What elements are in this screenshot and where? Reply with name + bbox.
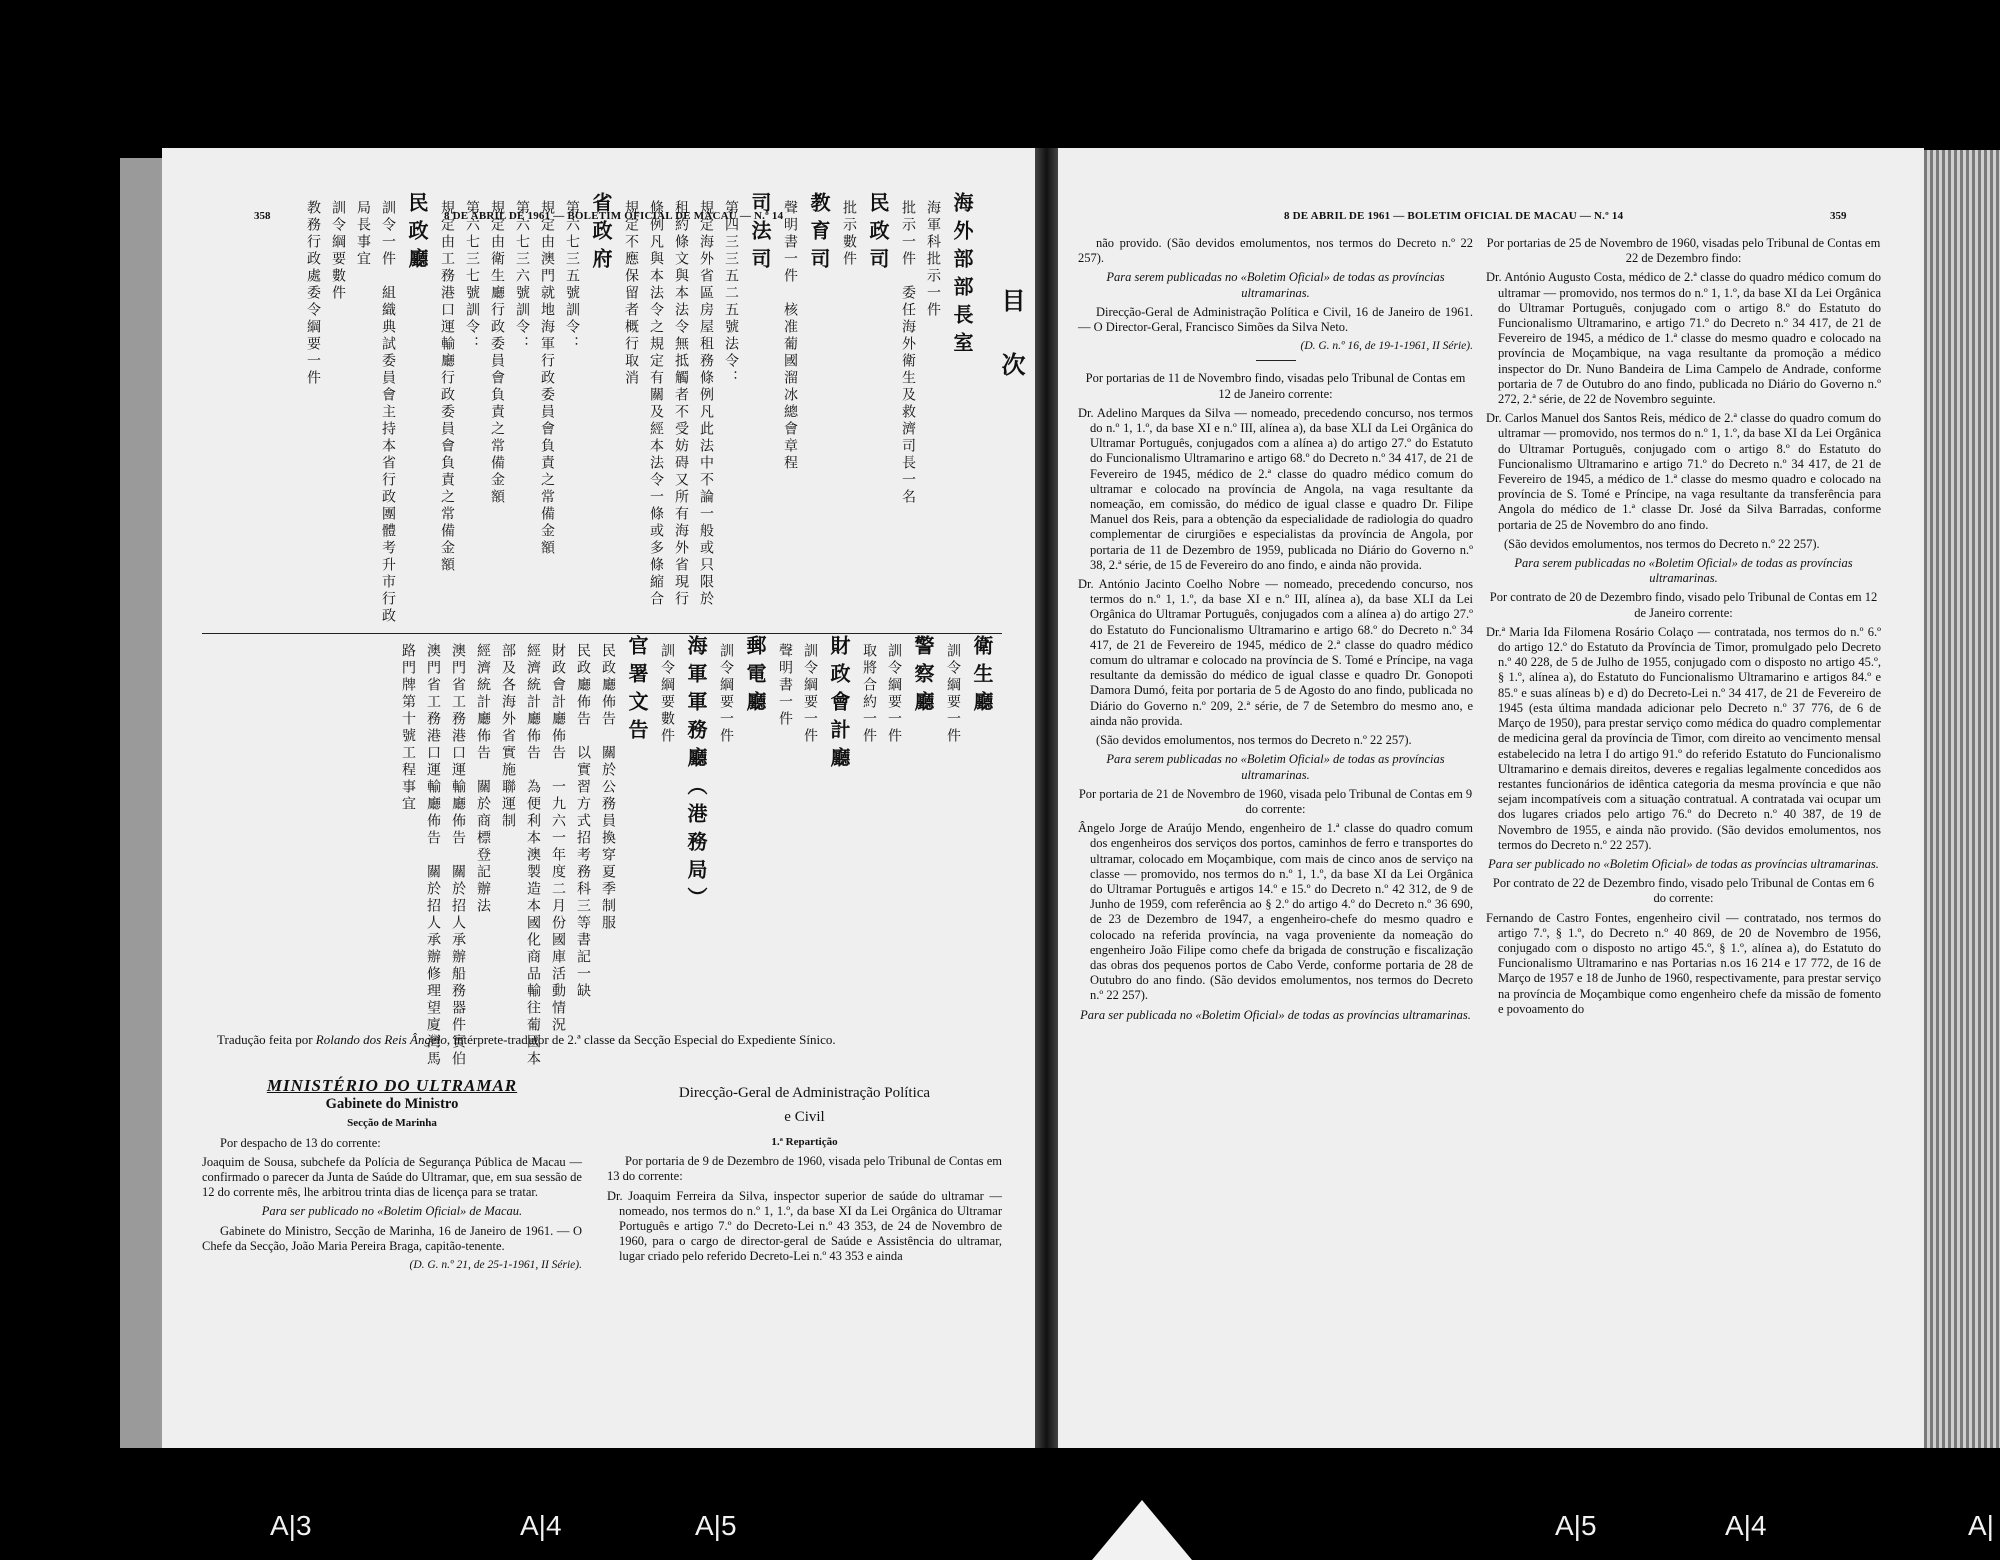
film-frame-mark: A|4 bbox=[1725, 1510, 1767, 1541]
paragraph: Dr. Adelino Marques da Silva — nomeado, precedendo concurso, nos termos do n.º 1, 1.º, da base XI e n.º III, alínea a), da base XLI da Lei Orgânica do Ultramar Português, conjugados com a alínea a) do artigo 27.º do Estatuto do Funcionalismo Ultramarino e artigo 68.º do Decreto n.º 34 417, de 21 de Fevereiro de 1945, médico de 2.ª classe do quadro médico comum do ultramar e colocado na província de Angola, na vaga resultante da nomeação, em comissão, do médico de igual classe e quadro Dr. Filipe Manuel dos Reis, para a obtenção da especialidade de radiologia do quadro complementar de cirurgiões e especialistas da província de Angola, por portaria de 11 de Dezembro de 1959, publicada no Diário do Governo n.º 38, 2.ª série, de 15 de Fevereiro do ano findo, e ainda não provida. bbox=[1078, 405, 1473, 572]
toc-entry: 聲明書一件 bbox=[777, 643, 793, 728]
running-head-left: 8 DE ABRIL DE 1961 — BOLETIM OFICIAL DE MACAU — N.º 14 bbox=[444, 210, 784, 222]
toc-heading: 郵電廳 bbox=[743, 635, 767, 719]
toc-entry: 規定海外省區房屋租務條例凡此法中不論一般或只限於 bbox=[698, 200, 714, 608]
paragraph: Fernando de Castro Fontes, engenheiro civil — contratado, nos termos do artigo 7.º, § 1.º, do Decreto n.º 40 869, de 20 de Novembro de 1956, conjugado com o disposto no artigo 45.º, § 1.º, alínea a), do Estatuto do Funcionalismo Ultramarino e nas Portarias n.os 16 214 e 17 772, de 16 de Março de 1957 e 18 de Junho de 1960, respectivamente, para prestar serviço na província de Moçambique como engenheiro chefe da missão de fomento e povoamento do bbox=[1486, 910, 1881, 1016]
translation-note: Tradução feita por Rolando dos Reis Ângelo, intérprete-tradutor de 2.ª classe da Secção Especial do Expediente Sínico. bbox=[217, 1032, 836, 1047]
paragraph: Por contrato de 22 de Dezembro findo, visado pelo Tribunal de Contas em 6 do corrente: bbox=[1492, 876, 1875, 906]
toc-entry: 路門牌第十號工程事宜 bbox=[400, 643, 416, 813]
gazette-reference: (D. G. n.º 16, de 19-1-1961, II Série). bbox=[1300, 340, 1473, 353]
toc-entry: 批示數件 bbox=[841, 200, 857, 268]
film-frame-mark: A|4 bbox=[520, 1510, 562, 1541]
toc-heading: 司法司 bbox=[748, 192, 772, 276]
toc-entry: 訓令綱要數件 bbox=[659, 643, 675, 745]
gazette-reference: (D. G. n.º 21, de 25-1-1961, II Série). bbox=[409, 1259, 582, 1272]
paragraph: Dr. António Jacinto Coelho Nobre — nomeado, precedendo concurso, nos termos do n.º 1, 1.º, da base XI e n.º III, alínea a), da base XLI da Lei Orgânica do Ultramar Português, conjugados com a alínea a) do artigo 27.º do Estatuto do Funcionalismo Ultramarino e artigo 68.º do Decreto n.º 34 417, de 21 de Fevereiro de 1945, médico de 2.ª classe do quadro médico comum do ultramar e colocado na província de S. Tomé e Príncipe, na vaga resultante da demissão do médico de igual classe e quadro Dr. Gonopoti Damora Dumó, feita por portaria de 5 de Agosto do ano findo, publicada no Diário do Governo n.º 209, 2.ª série, de 7 de Setembro do mesmo ano, e ainda não provida. bbox=[1078, 577, 1473, 728]
toc-entry: 財政會計廳佈告 一九六一年度二月份國庫活動情況 bbox=[550, 643, 566, 1034]
cabinet-subtitle: Gabinete do Ministro bbox=[325, 1096, 459, 1113]
toc-entry: 條例凡與本法令之規定有關及經本法令一條或多條縮合 bbox=[648, 200, 664, 608]
paragraph: Por portaria de 9 de Dezembro de 1960, visada pelo Tribunal de Contas em 13 do corrente: bbox=[607, 1154, 1002, 1184]
page-number-left: 358 bbox=[254, 210, 271, 222]
paragraph: Por portarias de 25 de Novembro de 1960, visadas pelo Tribunal de Contas em 22 de Dezembro findo: bbox=[1486, 236, 1881, 266]
toc-entry: 第六七三六號訓令： bbox=[514, 200, 530, 353]
toc-entry: 第六七三七號訓令： bbox=[464, 200, 480, 353]
toc-entry: 海軍科批示一件 bbox=[925, 200, 941, 319]
toc-entry: 規定不應保留者概行取消 bbox=[623, 200, 639, 387]
paragraph: Direcção-Geral de Administração Política e Civil, 16 de Janeiro de 1961. — O Director-Geral, Francisco Simões da Silva Neto. bbox=[1078, 304, 1473, 335]
toc-divider bbox=[202, 633, 1002, 634]
publication-note: Para serem publicadas no «Boletim Oficial» de todas as províncias ultramarinas. bbox=[1106, 270, 1445, 300]
paragraph: Por contrato de 20 de Dezembro findo, visado pelo Tribunal de Contas em 12 de Janeiro corrente: bbox=[1489, 590, 1878, 620]
publication-note: Para serem publicadas no «Boletim Oficial» de todas as províncias ultramarinas. bbox=[1514, 556, 1853, 586]
toc-entry: 訓令一件 組織典試委員會主持本省行政團體考升市行政 bbox=[380, 200, 396, 625]
publication-note: Para ser publicado no «Boletim Oficial» de todas as províncias ultramarinas. bbox=[1488, 856, 1879, 871]
paragraph: não provido. (São devidos emolumentos, nos termos do Decreto n.º 22 257). bbox=[1078, 236, 1473, 266]
toc-entry: 第六七三五號訓令： bbox=[564, 200, 580, 353]
directorate-title-line1: Direcção-Geral de Administração Política bbox=[678, 1085, 931, 1101]
toc-entry: 批示一件 委任海外衛生及救濟司長一名 bbox=[900, 200, 916, 506]
toc-heading: 海軍軍務廳（港務局） bbox=[684, 635, 708, 915]
film-frame-mark: A| bbox=[1968, 1510, 1994, 1541]
toc-entry: 租約條文與本法令無抵觸者不受妨碍又所有海外省現行 bbox=[673, 200, 689, 608]
toc-heading: 官署文告 bbox=[625, 635, 649, 747]
paragraph: Dr.ª Maria Ida Filomena Rosário Colaço — contratada, nos termos do n.º 6.º do artigo 12.º do Estatuto da Província de Timor, promulgado pelo Decreto n.º 40 228, de 5 de Julho de 1955, conjugado com o disposto no artigo 45.º, § 1.º, alínea a), do Estatuto do Funcionalismo Ultramarino e artigos 84.º e 85.º e suas alíneas b) e d) do Decreto-Lei n.º 34 417, de 21 de Fevereiro de 1945 (esta última mandada adicionar pelo Decreto n.º 37 776, de 6 de Março de 1950), para prestar serviço como médica do quadro complementar de medicina geral da província de Timor, com direito ao vencimento mensal estabelecido na letra I do artigo 91.º do referido Estatuto do Funcionalismo Ultramarino e demais direitos, deveres e regalias legalmente concedidos aos restantes funcionários de idêntica categoria da mesma província e que não sejam incompatíveis com a situação contratual. A contratada vai ocupar um dos lugares criados pelo artigo 76.º do Decreto n.º 40 387, de 19 de Novembro de 1955, e ainda não provido. (São devidos emolumentos, nos termos do Decreto n.º 22 257). bbox=[1486, 624, 1881, 852]
toc-entry: 民政廳佈告 關於公務員換穿夏季制服 bbox=[600, 643, 616, 932]
left-column-2 bbox=[607, 1083, 1002, 1269]
toc-heading: 衛生廳 bbox=[970, 635, 994, 719]
toc-heading: 民政廳 bbox=[405, 192, 429, 276]
toc-entry: 訓令綱要一件 bbox=[945, 643, 961, 745]
paragraph: Por despacho de 13 do corrente: bbox=[220, 1135, 381, 1150]
book-gutter bbox=[1035, 148, 1058, 1448]
running-head-right: 8 DE ABRIL DE 1961 — BOLETIM OFICIAL DE MACAU — N.º 14 bbox=[1284, 210, 1624, 222]
toc-entry: 規定由澳門就地海軍行政委員會負責之常備金額 bbox=[539, 200, 555, 557]
toc-entry: 經濟統計廳佈告 關於商標登記辦法 bbox=[475, 643, 491, 915]
film-strip bbox=[0, 1448, 2000, 1560]
right-page-edges bbox=[1924, 150, 2000, 1450]
paragraph: Joaquim de Sousa, subchefe da Polícia de Segurança Pública de Macau — confirmado o parecer da Junta de Saúde do Ultramar, que, em sua sessão de 12 do corrente mês, lhe arbitrou trinta dias de licença para se tratar. bbox=[202, 1154, 582, 1200]
publication-note: Para ser publicada no «Boletim Oficial» de todas as províncias ultramarinas. bbox=[1080, 1007, 1471, 1022]
toc-heading: 警察廳 bbox=[911, 635, 935, 719]
toc-entry: 澳門省工務港口運輸廳佈告 關於招人承辦船務器件實伯 bbox=[450, 643, 466, 1068]
toc-heading: 民政司 bbox=[866, 192, 890, 276]
ministry-title: MINISTÉRIO DO ULTRAMAR bbox=[266, 1076, 518, 1095]
toc-entry: 訓令綱要一件 bbox=[886, 643, 902, 745]
paragraph: Dr. António Augusto Costa, médico de 2.ª classe do quadro médico comum do ultramar — promovido, nos termos do n.º 1, 1.º, da base XI da Lei Orgânica do Ultramar Português, conjugado com o artigo 8.º do Estatuto do Funcionalismo Ultramarino, e artigo 71.º do Decreto n.º 34 417, de 21 de Fevereiro de 1945, a médico de 1.ª classe do mesmo quadro e colocado na província de Moçambique, na vaga resultante da promoção a médico inspector do Dr. Nuno Bandeira de Lima Campelo de Andrade, conforme portaria de 7 de Outubro do ano findo, publicada no Diário do Governo n.º 272, 2.ª série, de 22 de Novembro seguinte. bbox=[1486, 270, 1881, 407]
toc-entry: 民政廳佈告 以實習方式招考務科三等書記一缺 bbox=[575, 643, 591, 1000]
left-column-1 bbox=[202, 1078, 582, 1277]
publication-note: Para serem publicadas no «Boletim Oficial» de todas as províncias ultramarinas. bbox=[1106, 752, 1445, 782]
toc-entry: 澳門省工務港口運輸廳佈告 關於招人承辦修理望廈灣馬 bbox=[425, 643, 441, 1068]
right-column-1 bbox=[1078, 236, 1473, 1027]
toc-entry: 取將合約一件 bbox=[861, 643, 877, 745]
toc-entry: 訓令綱要數件 bbox=[330, 200, 346, 302]
paragraph: Gabinete do Ministro, Secção de Marinha, 16 de Janeiro de 1961. — O Chefe da Secção, João Maria Pereira Braga, capitão-tenente. bbox=[202, 1223, 582, 1253]
film-frame-mark: A|3 bbox=[270, 1510, 312, 1541]
page-number-right: 359 bbox=[1830, 210, 1847, 222]
paragraph: Dr. Joaquim Ferreira da Silva, inspector superior de saúde do ultramar — nomeado, nos termos do n.º 1, 1.º, da base XI da Lei Orgânica do Ultramar Português e artigo 7.º do Decreto-Lei n.º 43 353, de 24 de Novembro de 1960, para o cargo de director-geral de Saúde e Assistência do ultramar, lugar criado pelo referido Decreto-Lei n.º 43 353 e ainda bbox=[607, 1188, 1002, 1264]
left-page-edges bbox=[120, 158, 164, 1448]
toc-heading: 財政會計廳 bbox=[827, 635, 851, 775]
toc-entry: 經濟統計廳佈告 為便利本澳製造本國化商品輸往葡國本 bbox=[525, 643, 541, 1068]
toc-heading: 海外部部長室 bbox=[950, 192, 974, 360]
toc-entry: 規定由工務港口運輸廳行政委員會負責之常備金額 bbox=[439, 200, 455, 574]
separator-rule bbox=[1256, 360, 1296, 361]
right-column-2 bbox=[1486, 236, 1881, 1021]
toc-entry: 教務行政處委令綱要一件 bbox=[305, 200, 321, 387]
toc-entry: 第四三三五二五號法令： bbox=[723, 200, 739, 387]
paragraph: (São devidos emolumentos, nos termos do Decreto n.º 22 257). bbox=[1096, 733, 1412, 748]
toc-heading: 教育司 bbox=[807, 192, 831, 276]
section-heading: Secção de Marinha bbox=[347, 1117, 437, 1130]
toc-heading: 省政府 bbox=[589, 192, 613, 276]
toc-entry: 訓令綱要一件 bbox=[718, 643, 734, 745]
section-heading: 1.ª Repartição bbox=[771, 1136, 838, 1148]
paragraph: Ângelo Jorge de Araújo Mendo, engenheiro de 1.ª classe do quadro comum dos engenheiros dos serviços dos portos, caminhos de ferro e transportes do ultramar, colocado em Moçambique, com mais de cinco anos de serviço na classe — promovido, nos termos do n.º 1, 1.º, da base XI da Lei Orgânica do Ultramar Português e artigos 14.º e 15.º do Decreto n.º 42 312, de 9 de Junho de 1959, com referência ao § 2.º do artigo 4.º do Decreto n.º 36 690, de 23 de Dezembro de 1947, a engenheiro-chefe do mesmo quadro e colocado na referida província, na vaga proveniente da nomeação do engenheiro João Filipe como chefe da brigada de construção e fiscalização das obras dos pequenos portos de Cabo Verde, conforme portaria de 28 de Outubro do ano findo. (São devidos emolumentos, nos termos do Decreto n.º 22 257). bbox=[1078, 821, 1473, 1003]
film-notch bbox=[1092, 1500, 1192, 1560]
toc-entry: 規定由衛生廳行政委員會負責之常備金額 bbox=[489, 200, 505, 506]
paragraph: Por portaria de 21 de Novembro de 1960, visada pelo Tribunal de Contas em 9 do corrente: bbox=[1078, 786, 1473, 816]
publication-note: Para ser publicado no «Boletim Oficial» de Macau. bbox=[261, 1204, 523, 1219]
toc-entry: 訓令綱要一件 bbox=[802, 643, 818, 745]
toc-entry: 部及各海外省實施聯運制 bbox=[500, 643, 516, 830]
directorate-title-line2: e Civil bbox=[784, 1109, 825, 1125]
paragraph: Por portarias de 11 de Novembro findo, visadas pelo Tribunal de Contas em 12 de Janeiro corrente: bbox=[1085, 371, 1466, 401]
film-frame-mark: A|5 bbox=[695, 1510, 737, 1541]
film-frame-mark: A|5 bbox=[1555, 1510, 1597, 1541]
paragraph: Dr. Carlos Manuel dos Santos Reis, médico de 2.ª classe do quadro comum do ultramar — promovido, nos termos do n.º 1, 1.º, da base XI da Lei Orgânica do Ultramar Português, conjugado com o artigo 8.º do Estatuto do Funcionalismo Ultramarino e artigo 71.º do Decreto n.º 34 417, de 21 de Fevereiro de 1945, a médico de 1.ª classe do mesmo quadro e colocado na província de S. Tomé e Príncipe, na vaga resultante da transferência para Angola do médico de 1.ª classe Dr. José da Silva Barradas, conforme portaria de 25 de Novembro do ano findo. bbox=[1486, 411, 1881, 532]
toc-title: 目 次 bbox=[997, 288, 1026, 384]
paragraph: (São devidos emolumentos, nos termos do Decreto n.º 22 257). bbox=[1504, 536, 1820, 551]
right-page bbox=[1058, 148, 1924, 1448]
toc-entry: 聲明書一件 核准葡國溜冰總會章程 bbox=[782, 200, 798, 472]
toc-entry: 局長事宜 bbox=[355, 200, 371, 268]
left-page bbox=[162, 148, 1035, 1448]
